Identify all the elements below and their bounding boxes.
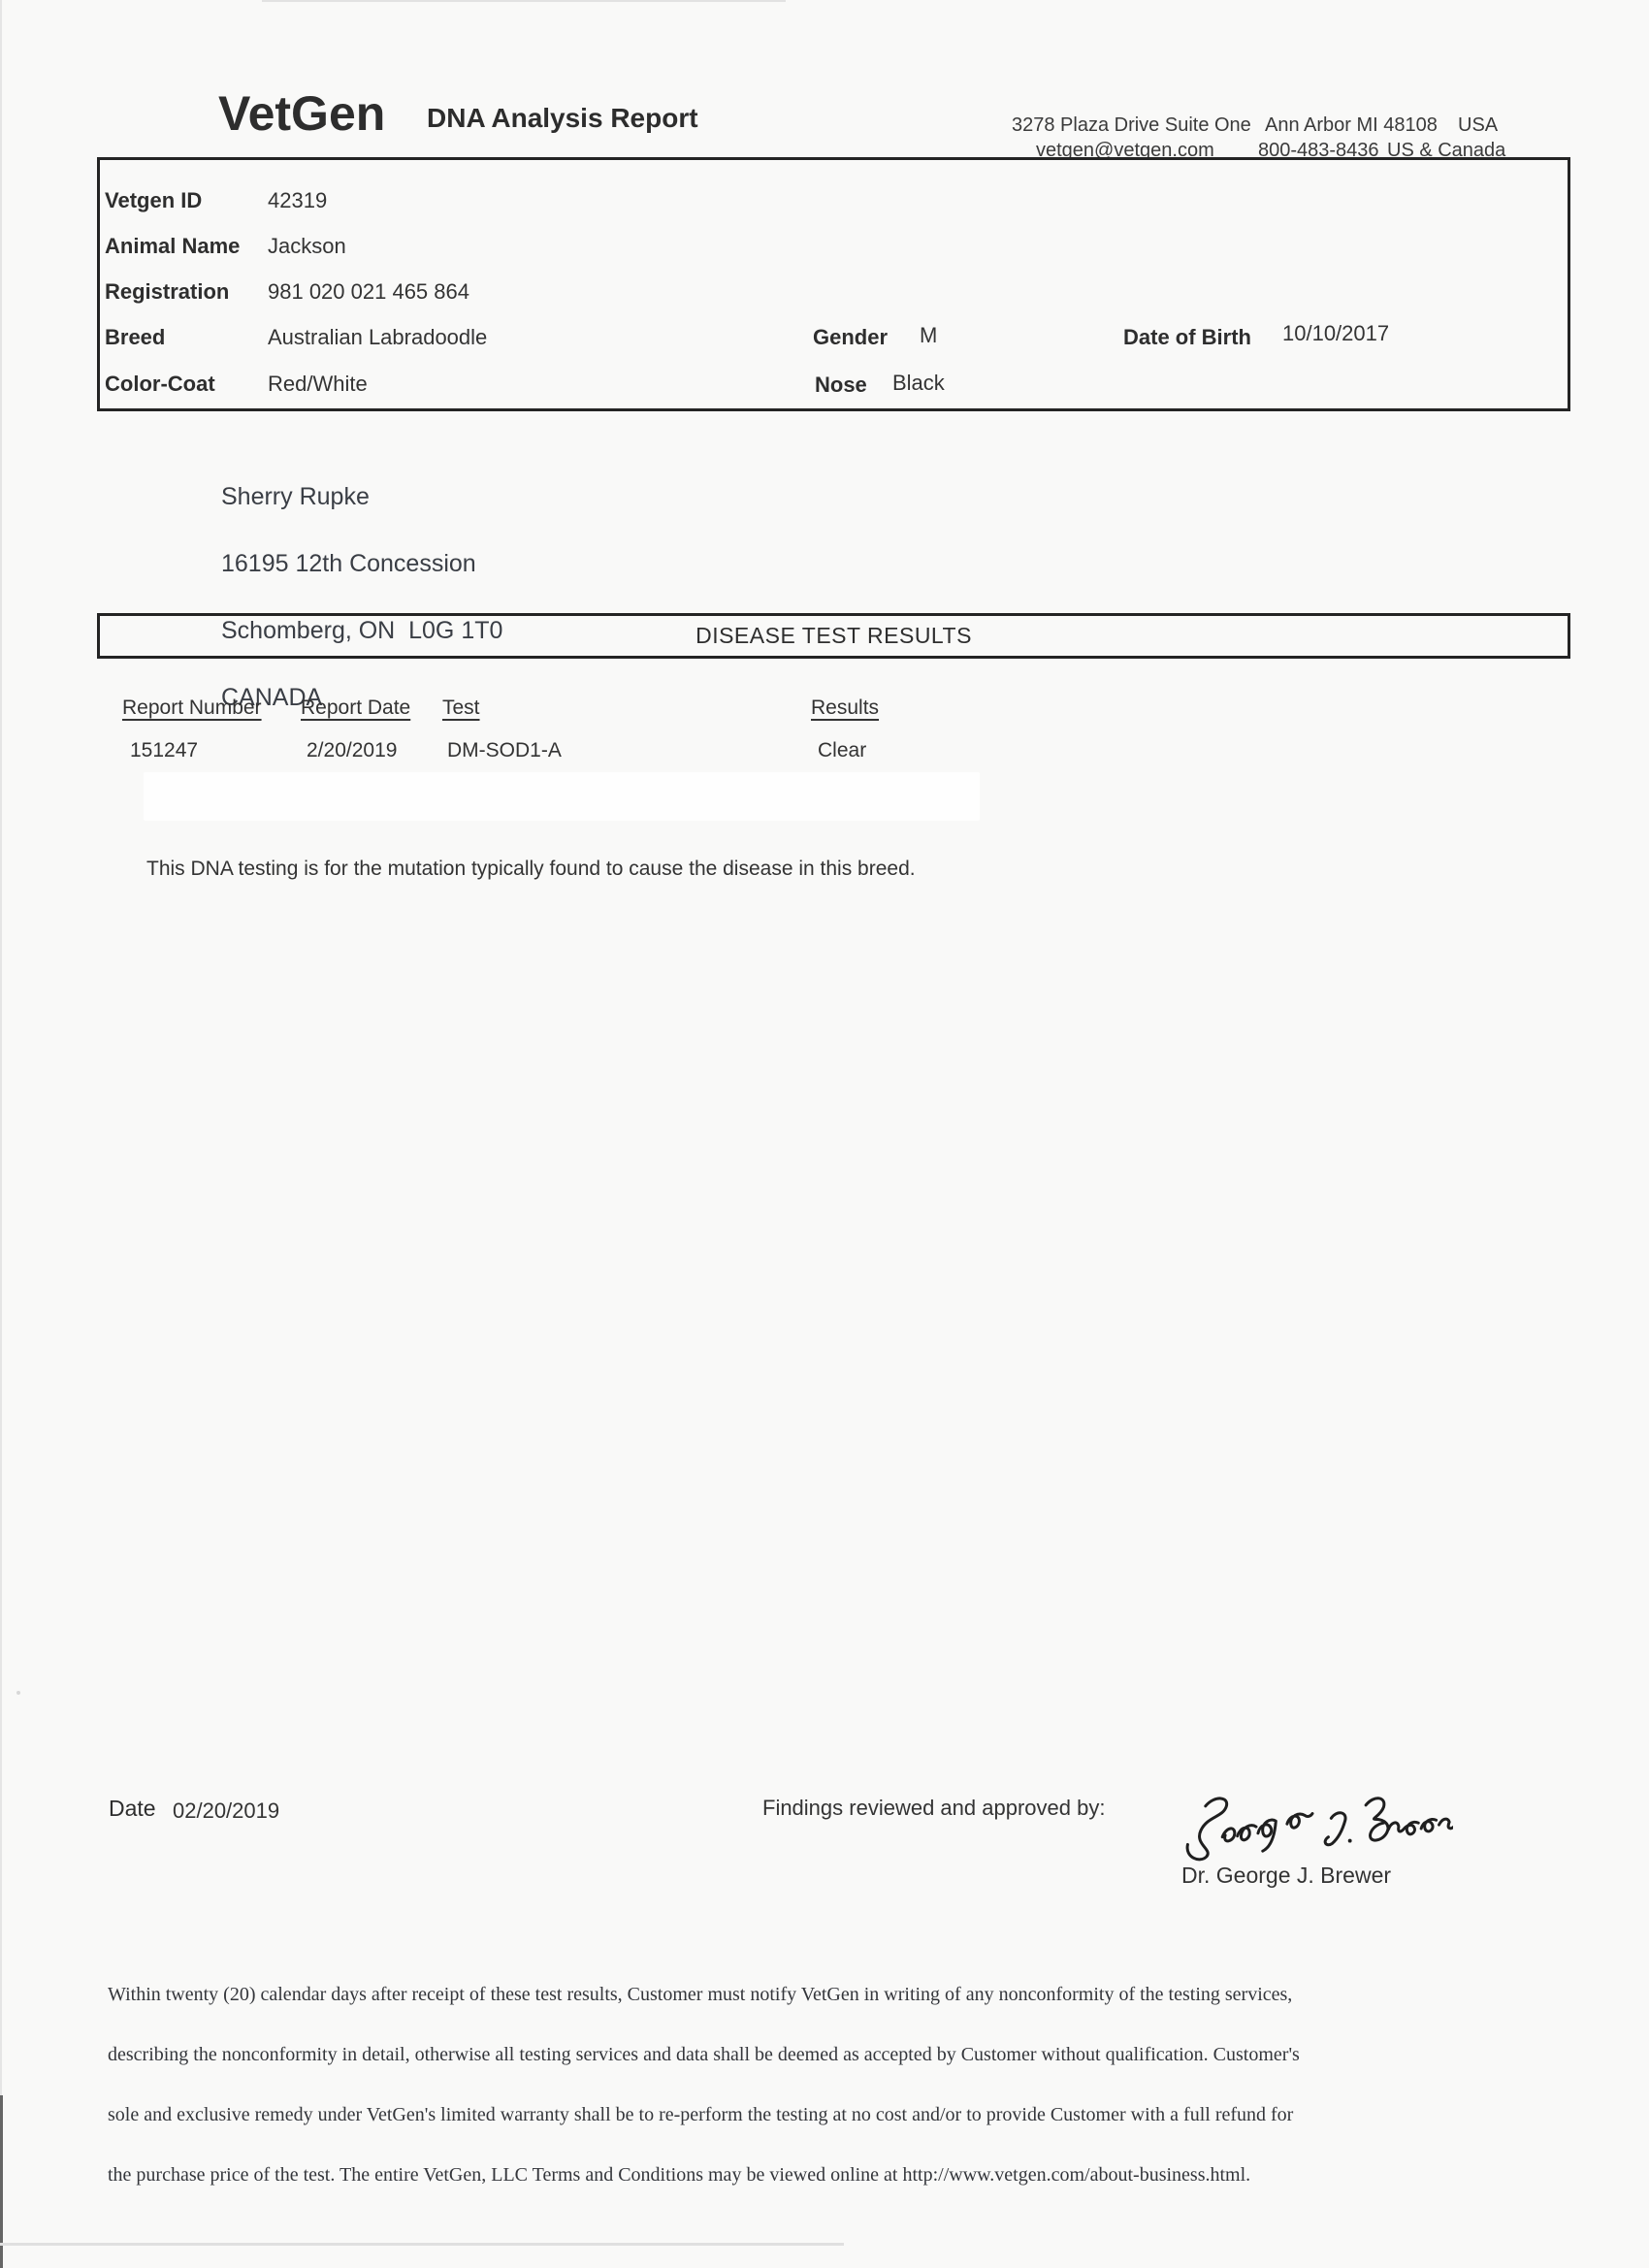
col-results: Results (811, 697, 880, 719)
scan-speck (16, 1691, 20, 1695)
date-of-birth-value: 10/10/2017 (1282, 321, 1390, 345)
animal-name-label: Animal Name (105, 234, 241, 258)
company-country: USA (1458, 114, 1499, 136)
date-of-birth-label: Date of Birth (1123, 325, 1251, 349)
cell-report-date: 2/20/2019 (307, 739, 398, 761)
color-coat-label: Color-Coat (105, 372, 215, 396)
registration-label: Registration (105, 279, 230, 304)
vetgen-logo: VetGen (218, 86, 386, 141)
gender-label: Gender (813, 325, 889, 349)
vetgen-id-label: Vetgen ID (105, 188, 203, 212)
findings-approved-label: Findings reviewed and approved by: (762, 1796, 1106, 1820)
cell-result: Clear (818, 739, 867, 761)
company-city: Ann Arbor MI 48108 (1265, 114, 1438, 136)
col-report-number: Report Number (122, 697, 262, 719)
company-email: vetgen@vetgen.com (1036, 140, 1214, 161)
scan-edge-bottom (0, 2243, 844, 2246)
animal-name-value: Jackson (268, 234, 346, 258)
color-coat-value: Red/White (268, 372, 368, 396)
test-note: This DNA testing is for the mutation typically found to cause the disease in this breed. (146, 858, 916, 880)
legal-text-block (108, 1947, 1300, 2222)
owner-name: Sherry Rupke (221, 483, 370, 510)
legal-line-4: the purchase price of the test. The entire VetGen, LLC Terms and Conditions may be viewed online at http://www.vetgen.com/about-business.html. (108, 2164, 1251, 2186)
owner-city: Schomberg, ON L0G 1T0 (221, 617, 503, 644)
date-label: Date (109, 1796, 156, 1821)
company-phone-region: US & Canada (1387, 140, 1506, 161)
breed-value: Australian Labradoodle (268, 325, 488, 349)
company-street: 3278 Plaza Drive Suite One (1012, 114, 1251, 136)
page-title: DNA Analysis Report (427, 103, 698, 133)
approver-name: Dr. George J. Brewer (1181, 1863, 1392, 1888)
nose-label: Nose (815, 373, 867, 397)
legal-line-1: Within twenty (20) calendar days after receipt of these test results, Customer must notify VetGen in writing of any nonconformity of the testing services, (108, 1984, 1293, 2005)
company-phone: 800-483-8436 (1258, 140, 1379, 161)
scan-edge-left (0, 0, 2, 2268)
owner-street: 16195 12th Concession (221, 550, 476, 577)
col-report-date: Report Date (301, 697, 411, 719)
legal-line-2: describing the nonconformity in detail, otherwise all testing services and data shall be deemed as accepted by Customer without qualification. Customer's (108, 2044, 1300, 2065)
signature-image (1172, 1790, 1453, 1867)
vetgen-id-value: 42319 (268, 188, 328, 212)
gender-value: M (920, 323, 938, 347)
registration-value: 981 020 021 465 864 (268, 279, 469, 304)
scan-edge-top (262, 0, 786, 2)
disease-test-results-title: DISEASE TEST RESULTS (695, 623, 972, 648)
cell-test: DM-SOD1-A (447, 739, 562, 761)
redacted-blank-strip (144, 772, 980, 821)
col-test: Test (442, 697, 480, 719)
cell-report-number: 151247 (130, 739, 199, 761)
legal-line-3: sole and exclusive remedy under VetGen's limited warranty shall be to re-perform the testing at no cost and/or to provide Customer with a full refund for (108, 2104, 1294, 2125)
disease-test-results-box (97, 613, 1570, 659)
nose-value: Black (892, 371, 945, 395)
owner-country: CANADA (221, 684, 323, 711)
date-value: 02/20/2019 (173, 1798, 280, 1823)
breed-label: Breed (105, 325, 166, 349)
